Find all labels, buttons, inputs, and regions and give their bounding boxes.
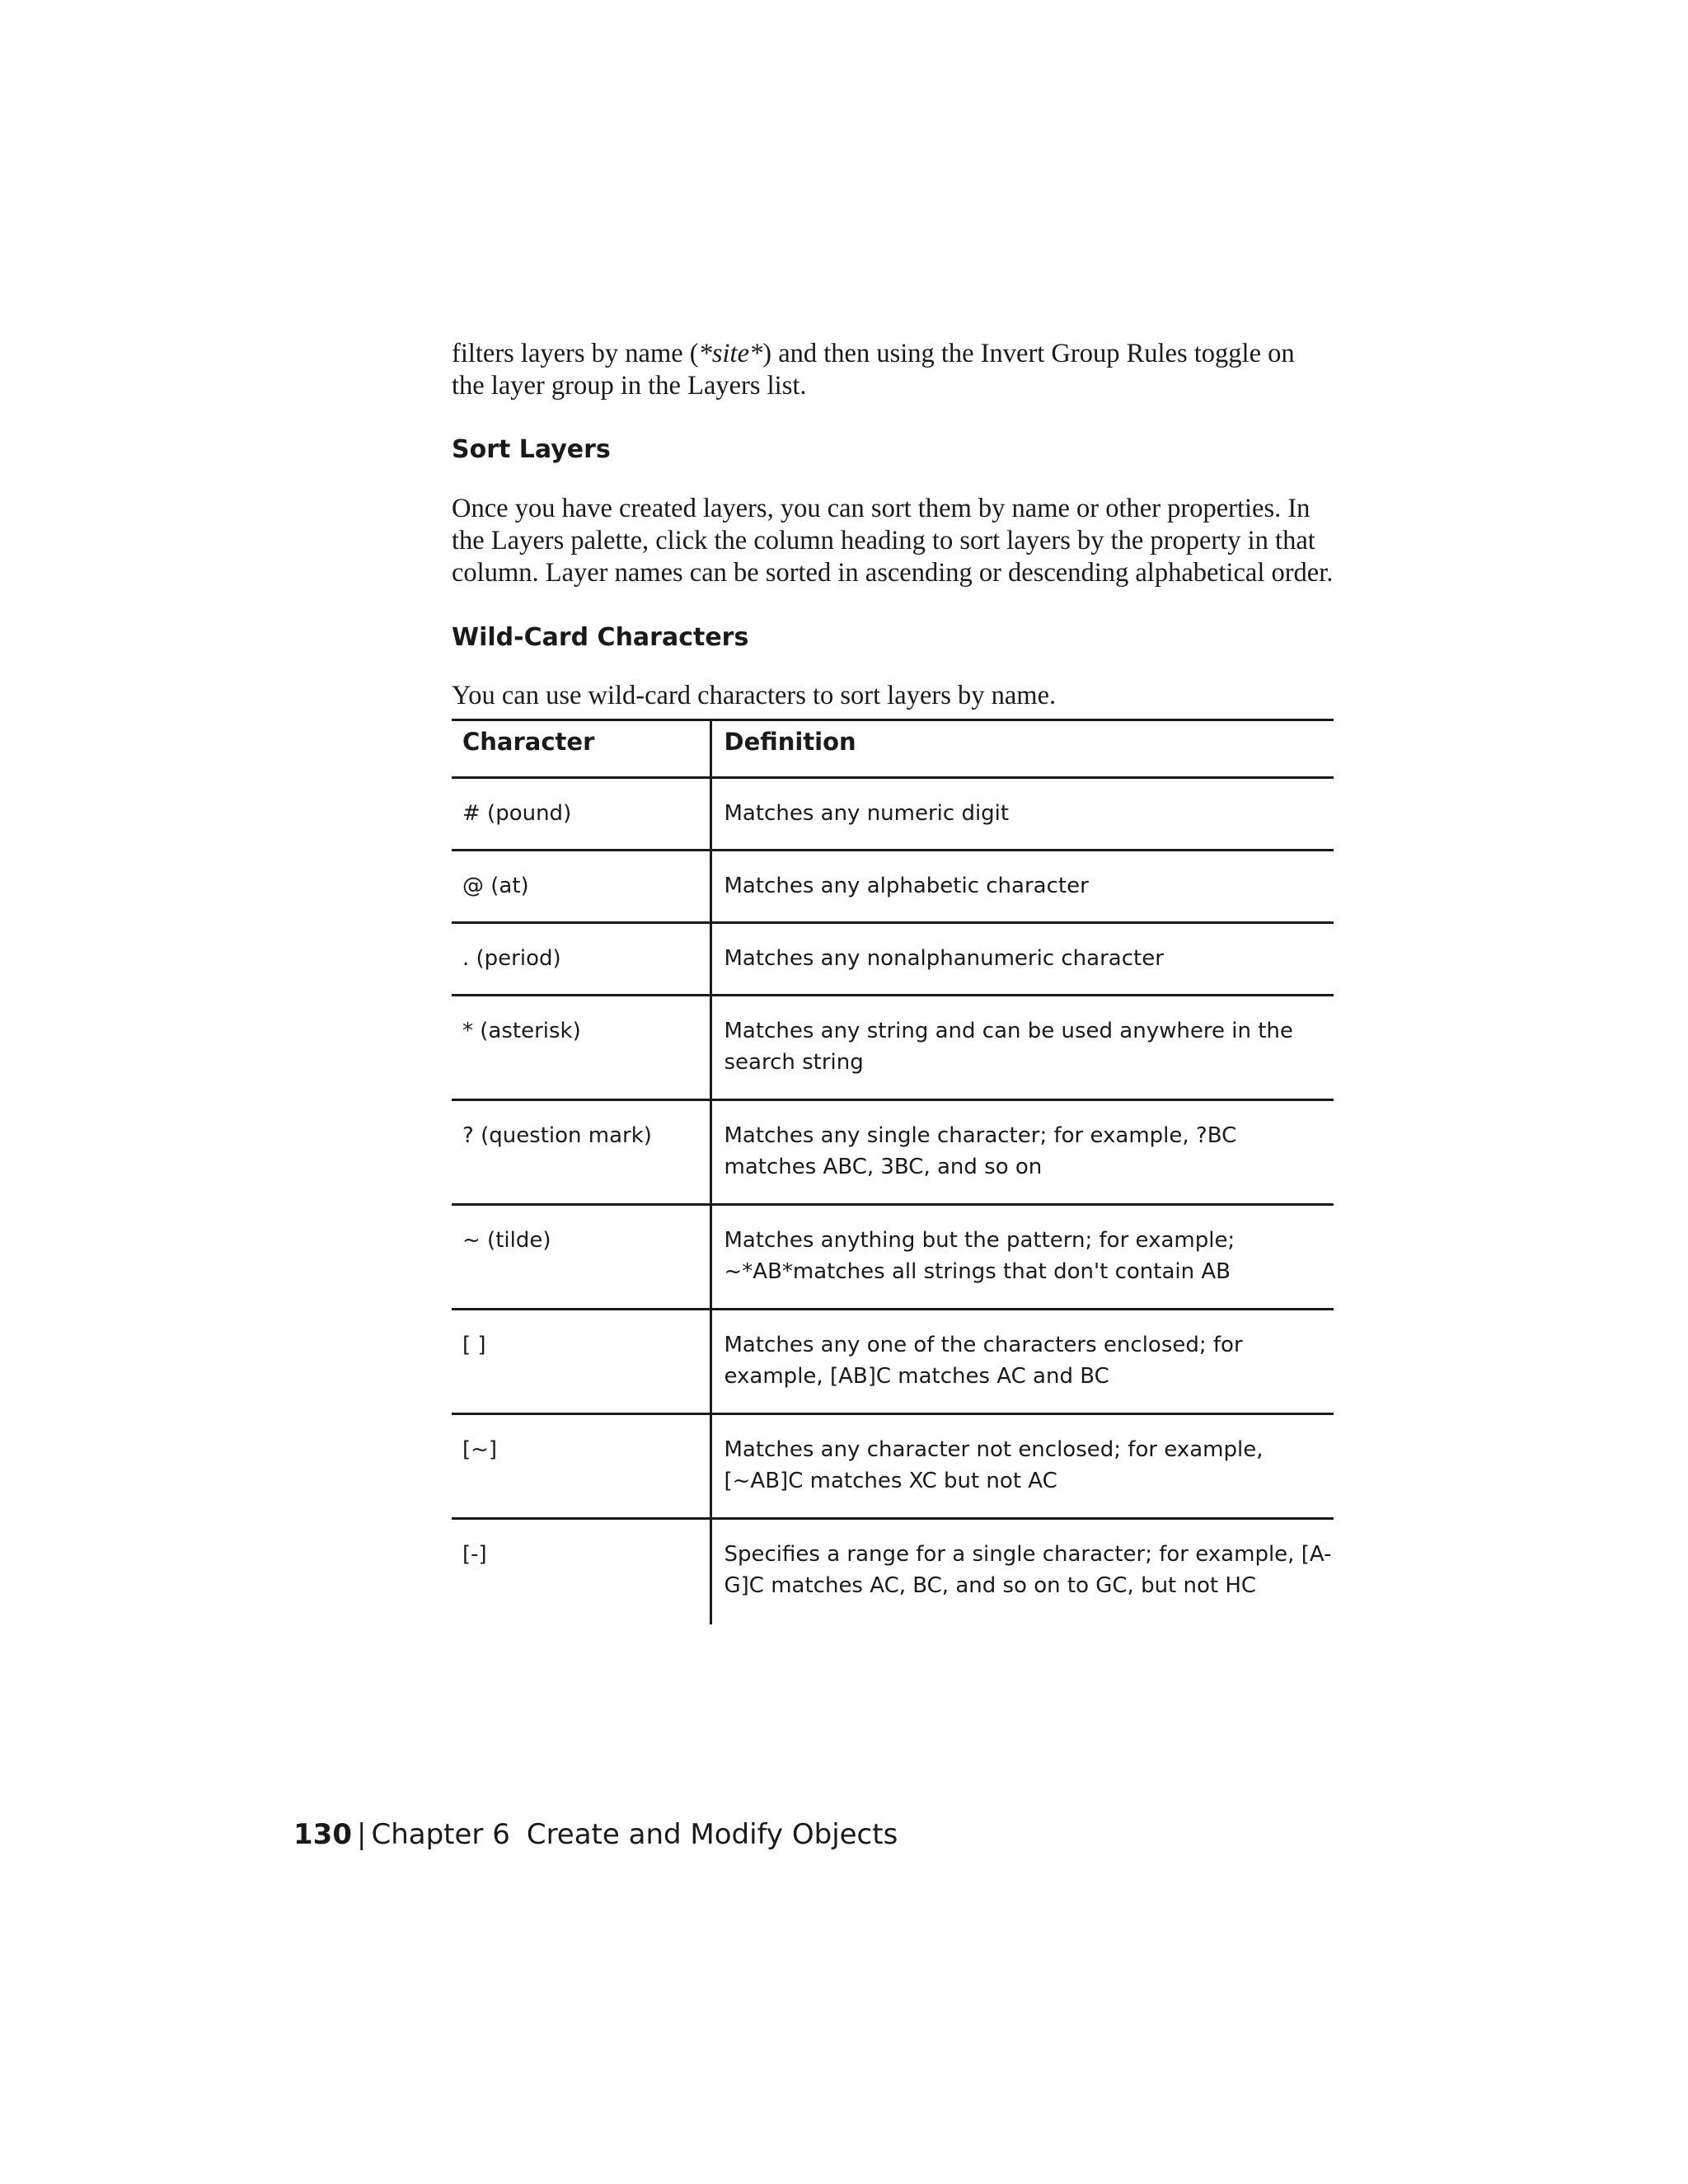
row-definition: Matches any alphabetic character: [724, 874, 1089, 898]
row-definition: Matches any nonalphanumeric character: [724, 946, 1164, 971]
wild-card-heading: Wild-Card Characters: [452, 623, 749, 652]
row-character: . (period): [452, 923, 710, 996]
wild-card-paragraph: You can use wild-card characters to sort layers by name.: [452, 681, 1057, 710]
chapter-title: Create and Modify Objects: [526, 1818, 898, 1851]
intro-text-end: ) and then using the Invert Group Rules toggle on the layer group in the Layers list.: [452, 339, 1295, 401]
table-row: [452, 1519, 1334, 1624]
row-definition: Matches any numeric digit: [724, 801, 1010, 826]
table-row: [452, 996, 1334, 1100]
header-definition: Definition: [724, 728, 856, 756]
footer-separator: |: [356, 1818, 367, 1851]
row-character: ~ (tilde): [452, 1205, 710, 1310]
table-row: [452, 1205, 1334, 1310]
table-row: [452, 923, 1334, 996]
row-definition: Matches any one of the characters enclosed; for example, [AB]C matches AC and BC: [724, 1333, 1243, 1389]
wild-card-table: [452, 719, 1334, 1624]
sort-layers-paragraph: Once you have created layers, you can sort them by name or other properties. In the Layers palette, click the column heading to sort layers by the property in that column. Layer names can be sorted in ascending or descending alphabetical order.: [452, 494, 1334, 588]
intro-paragraph: [452, 338, 1334, 402]
page-footer: [293, 1818, 898, 1851]
row-definition: Matches any character not enclosed; for example, [~AB]C matches XC but not AC: [724, 1437, 1264, 1493]
table-row: [452, 1310, 1334, 1414]
chapter-label: Chapter 6: [371, 1818, 510, 1851]
row-character: ? (question mark): [452, 1100, 710, 1205]
row-character: [ ]: [452, 1310, 710, 1414]
table-row: [452, 778, 1334, 851]
header-character: Character: [452, 720, 710, 778]
row-character: @ (at): [452, 851, 710, 923]
table-row: [452, 1414, 1334, 1519]
page-number: 130: [293, 1818, 352, 1851]
page-content: [452, 338, 1334, 1624]
intro-text-start: filters layers by name (: [452, 339, 699, 368]
table-header-row: [452, 720, 1334, 778]
row-character: * (asterisk): [452, 996, 710, 1100]
row-character: # (pound): [452, 778, 710, 851]
row-definition: Matches any string and can be used anywhere in the search string: [724, 1019, 1293, 1075]
intro-italic-term: *site*: [698, 339, 763, 368]
table-row: [452, 1100, 1334, 1205]
row-definition: Matches anything but the pattern; for example; ~*AB*matches all strings that don't contain AB: [724, 1228, 1236, 1284]
table-row: [452, 851, 1334, 923]
row-definition: Specifies a range for a single character; for example, [A-G]C matches AC, BC, and so on to GC, but not HC: [724, 1542, 1332, 1598]
row-character: [-]: [452, 1519, 710, 1624]
row-character: [~]: [452, 1414, 710, 1519]
row-definition: Matches any single character; for example, ?BC matches ABC, 3BC, and so on: [724, 1123, 1237, 1179]
sort-layers-heading: Sort Layers: [452, 435, 611, 464]
